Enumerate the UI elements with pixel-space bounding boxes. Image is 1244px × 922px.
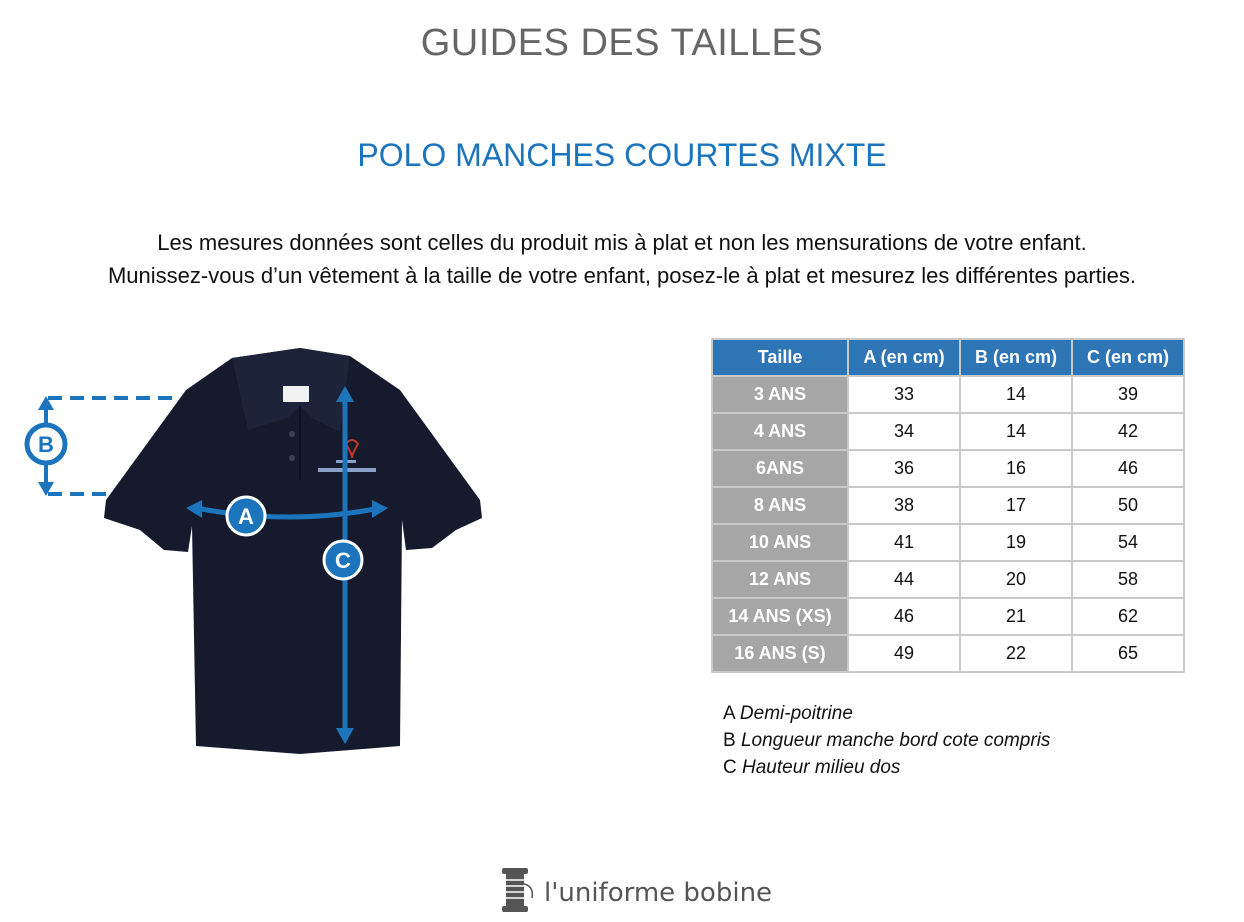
size-cell: 10 ANS bbox=[712, 524, 848, 561]
product-title: POLO MANCHES COURTES MIXTE bbox=[357, 137, 887, 173]
size-cell: 16 ANS (S) bbox=[712, 635, 848, 672]
value-b: 19 bbox=[960, 524, 1072, 561]
intro-line-1: Les mesures données sont celles du produit mis à plat et non les mensurations de votre enfant. bbox=[157, 230, 1087, 255]
brand-name: l'uniforme bobine bbox=[544, 878, 773, 908]
size-cell: 14 ANS (XS) bbox=[712, 598, 848, 635]
table-row bbox=[712, 376, 1184, 413]
value-b: 21 bbox=[960, 598, 1072, 635]
size-table bbox=[711, 338, 1185, 673]
header-c: C (en cm) bbox=[1072, 339, 1184, 376]
spool-icon bbox=[498, 864, 538, 916]
intro-text bbox=[0, 226, 1244, 292]
table-row bbox=[712, 598, 1184, 635]
legend-text: Longueur manche bord cote compris bbox=[740, 730, 1051, 751]
value-a: 33 bbox=[848, 376, 960, 413]
table-row bbox=[712, 413, 1184, 450]
value-c: 65 bbox=[1072, 635, 1184, 672]
legend-key: A bbox=[723, 703, 735, 724]
value-a: 46 bbox=[848, 598, 960, 635]
value-c: 58 bbox=[1072, 561, 1184, 598]
table-row bbox=[712, 487, 1184, 524]
size-cell: 4 ANS bbox=[712, 413, 848, 450]
page-title: GUIDES DES TAILLES bbox=[420, 22, 824, 64]
label-b: B bbox=[38, 432, 54, 457]
table-header-row bbox=[712, 339, 1184, 376]
legend-item-a bbox=[723, 700, 1050, 727]
value-b: 14 bbox=[960, 376, 1072, 413]
table-row bbox=[712, 524, 1184, 561]
value-a: 44 bbox=[848, 561, 960, 598]
polo-measurement-diagram bbox=[0, 330, 520, 770]
legend-text: Demi-poitrine bbox=[739, 703, 853, 724]
legend-text: Hauteur milieu dos bbox=[742, 757, 901, 778]
size-cell: 8 ANS bbox=[712, 487, 848, 524]
value-c: 42 bbox=[1072, 413, 1184, 450]
table-row bbox=[712, 561, 1184, 598]
size-cell: 6ANS bbox=[712, 450, 848, 487]
legend-item-b bbox=[723, 727, 1050, 754]
table-row bbox=[712, 635, 1184, 672]
value-a: 38 bbox=[848, 487, 960, 524]
size-cell: 3 ANS bbox=[712, 376, 848, 413]
value-b: 20 bbox=[960, 561, 1072, 598]
value-b: 16 bbox=[960, 450, 1072, 487]
size-cell: 12 ANS bbox=[712, 561, 848, 598]
value-a: 36 bbox=[848, 450, 960, 487]
label-a: A bbox=[238, 504, 254, 529]
value-a: 49 bbox=[848, 635, 960, 672]
value-c: 39 bbox=[1072, 376, 1184, 413]
header-size: Taille bbox=[712, 339, 848, 376]
value-c: 50 bbox=[1072, 487, 1184, 524]
value-c: 62 bbox=[1072, 598, 1184, 635]
legend-key: C bbox=[723, 757, 737, 778]
value-b: 17 bbox=[960, 487, 1072, 524]
label-c: C bbox=[335, 548, 351, 573]
table-row bbox=[712, 450, 1184, 487]
neck-label bbox=[283, 386, 309, 402]
measurement-legend bbox=[723, 700, 1050, 781]
brand-logo bbox=[498, 864, 773, 916]
legend-item-c bbox=[723, 754, 1050, 781]
value-a: 34 bbox=[848, 413, 960, 450]
value-b: 22 bbox=[960, 635, 1072, 672]
value-a: 41 bbox=[848, 524, 960, 561]
intro-line-2: Munissez-vous d’un vêtement à la taille de votre enfant, posez-le à plat et mesurez les différentes parties. bbox=[107, 263, 1137, 288]
header-b: B (en cm) bbox=[960, 339, 1072, 376]
value-c: 46 bbox=[1072, 450, 1184, 487]
value-c: 54 bbox=[1072, 524, 1184, 561]
value-b: 14 bbox=[960, 413, 1072, 450]
legend-key: B bbox=[723, 730, 736, 751]
header-a: A (en cm) bbox=[848, 339, 960, 376]
